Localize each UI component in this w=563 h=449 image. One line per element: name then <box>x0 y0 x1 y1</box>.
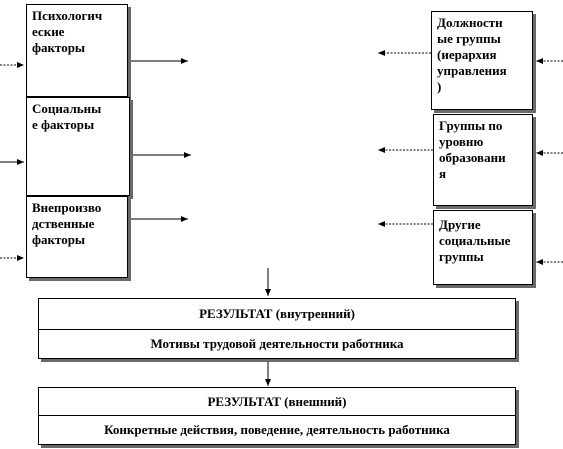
group-line: группы <box>439 249 484 264</box>
factor-line: дственные <box>32 216 95 231</box>
other-social-groups-box <box>433 210 533 285</box>
factor-line: е факторы <box>32 117 95 132</box>
internal-result-title: РЕЗУЛЬТАТ (внутренний) <box>199 306 355 321</box>
group-line: социальные <box>439 233 511 248</box>
group-line: Другие <box>439 217 481 232</box>
non-production-factors-box <box>26 196 128 278</box>
group-line: управления <box>437 63 507 78</box>
education-groups-box <box>433 114 533 206</box>
external-result-title: РЕЗУЛЬТАТ (внешний) <box>207 394 347 409</box>
group-line: я <box>439 166 447 181</box>
group-line: Должностн <box>437 15 503 30</box>
internal-result-box <box>38 298 516 359</box>
group-line: образовани <box>439 150 506 165</box>
external-result-box <box>38 387 516 445</box>
group-line: ые группы <box>437 31 501 46</box>
group-line: (иерархия <box>437 47 497 62</box>
group-line: ) <box>437 79 442 94</box>
group-line: Группы по <box>439 118 503 133</box>
factor-line: еские <box>32 24 65 39</box>
group-line: уровню <box>439 134 484 149</box>
factor-line: Внепроизво <box>32 200 102 215</box>
position-groups-box <box>431 11 533 110</box>
factor-line: факторы <box>32 232 86 247</box>
factor-line: Психологич <box>32 8 103 23</box>
social-factors-box <box>26 97 130 196</box>
psychological-factors-box <box>26 4 128 97</box>
factor-line: Социальны <box>32 101 102 116</box>
factor-line: факторы <box>32 40 86 55</box>
external-result-subtitle: Конкретные действия, поведение, деятельность работника <box>39 415 515 444</box>
internal-result-subtitle: Мотивы трудовой деятельности работника <box>39 329 515 358</box>
